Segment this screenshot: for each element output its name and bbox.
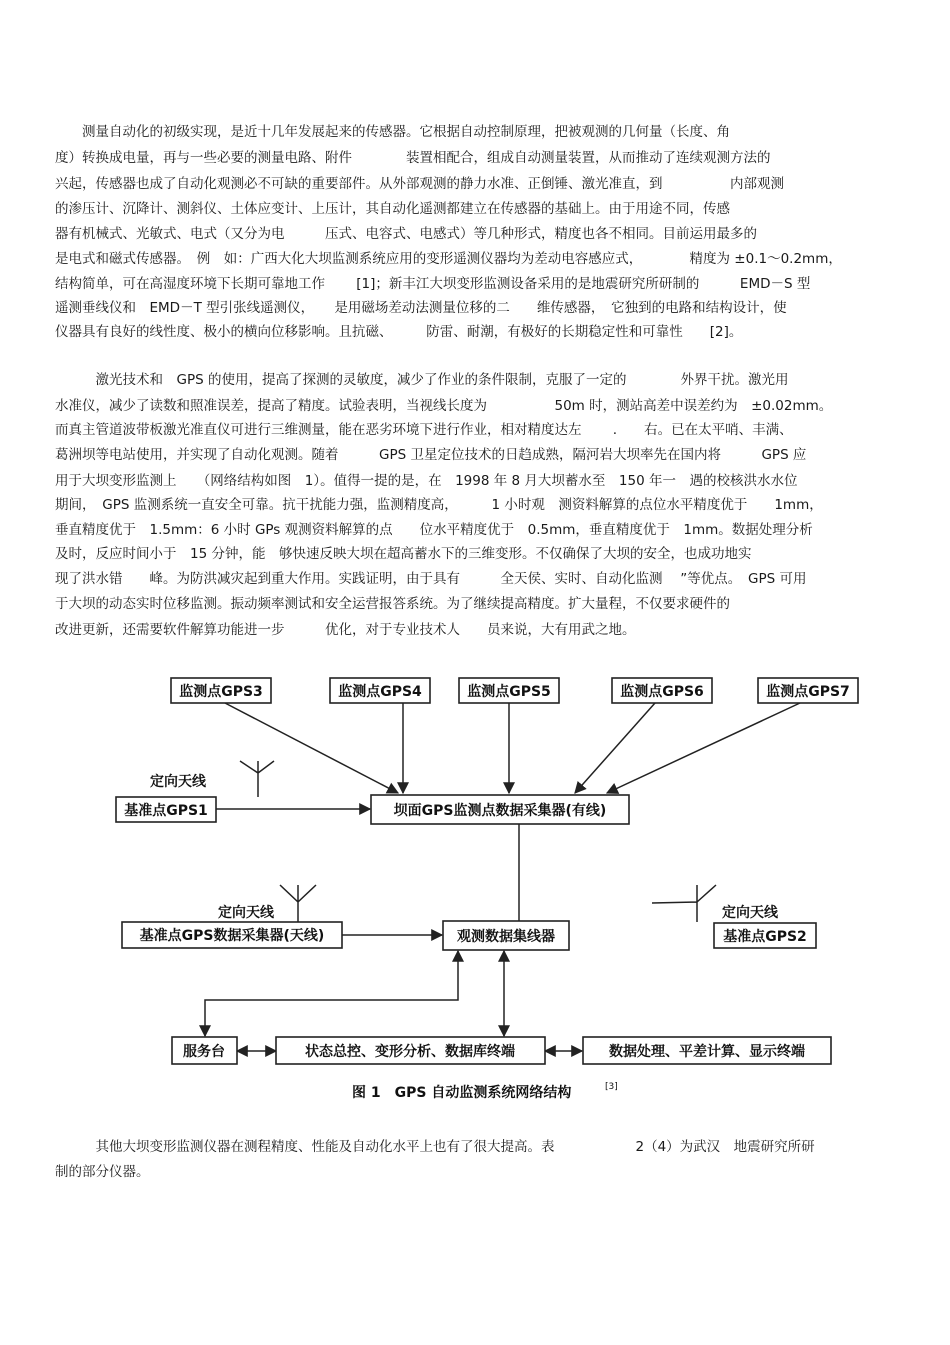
svg-text:监测点GPS7: 监测点GPS7 [766,684,850,700]
text-line: 水准仪，减少了读数和照准误差，提高了精度。试验表明，当视线长度为 50m 时，测站高差中误差约为 ±0.02mm。 [55,398,833,414]
edge-gps3-collector [225,703,398,793]
node-service [172,1037,237,1064]
text-line: 改进更新，还需要软件解算功能进一步 优化，对于专业技术人 员来说，大有用武之地。 [55,622,636,638]
svg-text:监测点GPS5: 监测点GPS5 [467,684,551,700]
text-line: 垂直精度优于 1.5mm：6 小时 GPs 观测资料解算的点 位水平精度优于 0.5mm，垂直精度优于 1mm。数据处理分析 [55,522,813,538]
node-gps7 [758,678,858,703]
text-line: 其他大坝变形监测仪器在测程精度、性能及自动化水平上也有了很大提高。表 2（4）为武汉 地震研究所研 [55,1139,815,1155]
svg-text:基准点GPS数据采集器(天线): 基准点GPS数据采集器(天线) [139,928,325,944]
text-line: 激光技术和 GPS 的使用，提高了探测的灵敏度，减少了作业的条件限制，克服了一定的 外界干扰。激光用 [55,372,789,388]
svg-text:服务台: 服务台 [183,1044,225,1060]
text-line: 测量自动化的初级实现，是近十几年发展起来的传感器。它根据自动控制原理，把被观测的几何量（长度、角 [55,124,730,140]
svg-text:坝面GPS监测点数据采集器(有线): 坝面GPS监测点数据采集器(有线) [393,803,607,819]
svg-text:数据处理、平差计算、显示终端: 数据处理、平差计算、显示终端 [609,1044,805,1060]
antenna-icon [280,885,316,922]
figure-caption-ref: [3] [605,1082,618,1092]
node-gps1 [116,797,216,822]
svg-text:监测点GPS4: 监测点GPS4 [338,684,422,700]
node-hub [443,921,569,950]
text-line: 制的部分仪器。 [55,1164,150,1180]
node-gps6 [612,678,712,703]
node-status [276,1037,545,1064]
node-collector [371,795,629,824]
node-gps3 [171,678,271,703]
text-line: 于大坝的动态实时位移监测。振动频率测试和安全运营报答系统。为了继续提高精度。扩大量程，不仅要求硬件的 [55,596,730,612]
edge-service-hub [205,951,458,1036]
text-line: 是电式和磁式传感器。 例 如：广西大化大坝监测系统应用的变形遥测仪器均为差动电容感应式， 精度为 ±0.1～0.2mm， [55,251,842,267]
text-line: 度）转换成电量，再与一些必要的测量电路、附件 装置相配合，组成自动测量装置，从而推动了连续观测方法的 [55,150,771,166]
text-line: 而真主管道波带板激光准直仪可进行三维测量，能在恶劣环境下进行作业，相对精度达左 . 右。已在太平哨、丰满、 [55,422,793,438]
text-line: 期间， GPS 监测系统一直安全可靠。抗干扰能力强，监测精度高， 1 小时观 测资料解算的点位水平精度优于 1mm， [55,497,823,513]
node-gps2 [714,923,816,948]
svg-text:监测点GPS6: 监测点GPS6 [620,684,704,700]
node-processing [583,1037,831,1064]
figure-caption: 图 1 GPS 自动监测系统网络结构 [352,1085,572,1101]
node-gps4 [330,678,430,703]
antenna-label: 定向天线 [722,905,778,921]
text-line: 遥测垂线仪和 EMD－T 型引张线遥测仪， 是用磁场差动法测量位移的二 维传感器， 它独到的电路和结构设计，使 [55,300,787,316]
text-line: 仪器具有良好的线性度、极小的横向位移影响。且抗磁、 防雷、耐潮，有极好的长期稳定性和可靠性 [2]。 [55,324,743,340]
svg-text:基准点GPS2: 基准点GPS2 [723,929,807,945]
svg-text:观测数据集线器: 观测数据集线器 [457,929,555,945]
edge-gps6-collector [575,703,655,793]
antenna-label: 定向天线 [218,905,274,921]
svg-text:监测点GPS3: 监测点GPS3 [179,684,263,700]
antenna-icon [652,885,716,922]
text-line: 的渗压计、沉降计、测斜仪、土体应变计、上压计，其自动化遥测都建立在传感器的基础上。由于用途不同，传感 [55,201,730,217]
antenna-label: 定向天线 [150,774,206,790]
antenna-icon [240,761,274,797]
svg-text:状态总控、变形分析、数据库终端: 状态总控、变形分析、数据库终端 [305,1044,515,1060]
text-line: 及时，反应时间小于 15 分钟，能 够快速反映大坝在超高蓄水下的三维变形。不仅确保了大坝的安全，也成功地实 [55,546,752,562]
text-line: 兴起，传感器也成了自动化观测必不可缺的重要部件。从外部观测的静力水准、正倒锤、激光准直，到 内部观测 [55,176,784,192]
node-gps5 [459,678,559,703]
node-base-collector [122,922,342,948]
text-line: 器有机械式、光敏式、电式（又分为电 压式、电容式、电感式）等几种形式，精度也各不相同。目前运用最多的 [55,226,757,242]
text-line: 葛洲坝等电站使用，并实现了自动化观测。随着 GPS 卫星定位技术的日趋成熟，隔河岩大坝率先在国内将 GPS 应 [55,447,807,463]
svg-text:基准点GPS1: 基准点GPS1 [124,803,208,819]
text-line: 用于大坝变形监测上 （网络结构如图 1）。值得一提的是，在 1998 年 8 月大坝蓄水至 150 年一 遇的校核洪水水位 [55,473,798,489]
text-line: 现了洪水错 峰。为防洪减灾起到重大作用。实践证明，由于具有 全天侯、实时、自动化监测 ”等优点。 GPS 可用 [55,571,807,587]
text-line: 结构简单，可在高湿度环境下长期可靠地工作 [1]；新丰江大坝变形监测设备采用的是地震研究所研制的 EMD－S 型 [55,276,811,292]
edge-gps7-collector [607,703,800,793]
diagram-edges [205,703,800,1051]
